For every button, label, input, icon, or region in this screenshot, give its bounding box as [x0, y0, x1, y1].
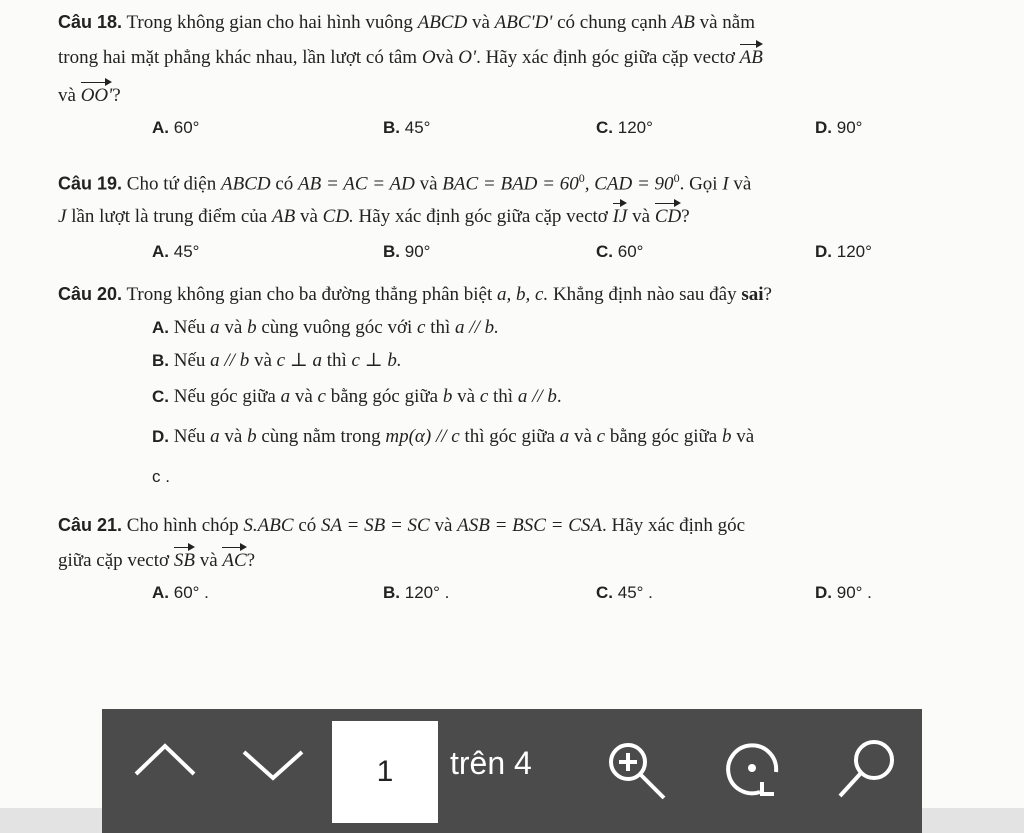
math: O'	[458, 47, 477, 68]
math: ASB = BSC = CSA	[457, 515, 603, 536]
vector-ij: IJ	[612, 206, 628, 227]
q19-option-d	[815, 240, 872, 264]
zoom-in-button[interactable]	[600, 734, 672, 806]
text: Hãy xác định góc giữa cặp vectơ	[353, 206, 613, 227]
q19-line-2	[58, 205, 690, 229]
q19-label: Câu 19.	[58, 173, 123, 194]
option-label: D.	[815, 118, 832, 137]
math: c	[317, 386, 326, 407]
math: b	[721, 426, 732, 447]
option-label: A.	[152, 583, 169, 602]
option-label: D.	[815, 583, 832, 602]
text: và	[414, 173, 443, 195]
text: bằng góc giữa	[325, 386, 443, 407]
math: J	[58, 206, 67, 227]
q18-line-3	[58, 84, 121, 108]
text: . Gọi	[679, 173, 723, 195]
math: b	[442, 386, 453, 407]
q20-option-d-cont	[152, 465, 170, 489]
text: và	[627, 206, 655, 227]
math: I	[722, 173, 729, 195]
option-value: 90°	[404, 242, 431, 261]
vector-cd: CD	[654, 206, 682, 227]
text: và	[290, 386, 318, 407]
q18-option-b	[383, 116, 430, 140]
text: ?	[681, 206, 690, 227]
emphasis: sai	[741, 284, 764, 305]
page-number: 1	[376, 755, 394, 788]
text: và	[295, 206, 323, 227]
page-count: trên 4	[450, 745, 532, 781]
math: c ⊥ b.	[351, 350, 402, 371]
math: b	[247, 426, 257, 447]
text: Trong không gian cho ba đường thẳng phân biệt	[122, 284, 498, 305]
vector-oo: OO'	[80, 85, 113, 106]
math: c	[479, 386, 489, 407]
q21-line-2	[58, 549, 255, 573]
math: ABC'D'	[494, 12, 553, 33]
text: Nếu	[169, 350, 211, 371]
option-label: C.	[596, 242, 613, 261]
option-label: B.	[383, 242, 400, 261]
text: lần lượt là trung điểm của	[66, 206, 272, 227]
q21-line-1	[58, 513, 745, 538]
math: CD.	[322, 206, 354, 227]
math: , CAD = 90	[584, 173, 674, 195]
math: AB	[271, 206, 296, 227]
option-label: B.	[383, 118, 400, 137]
q20-option-a	[152, 316, 499, 340]
text: Khẳng định nào sau đây	[548, 284, 742, 305]
text: và	[435, 47, 459, 68]
option-value: 120°	[836, 242, 872, 261]
option-value: 45°	[404, 118, 431, 137]
text: và	[569, 426, 597, 447]
option-label: C.	[596, 118, 613, 137]
text: trong hai mặt phẳng khác nhau, lần lượt có tâm	[58, 47, 422, 68]
text: cùng vuông góc với	[256, 317, 418, 338]
text: . Hãy xác định góc	[602, 515, 746, 536]
text: và	[429, 515, 458, 536]
math: a // b	[210, 350, 250, 371]
math: a, b, c.	[497, 284, 549, 305]
text: và	[467, 12, 495, 33]
next-page-button[interactable]	[240, 728, 306, 788]
text: bằng góc giữa	[605, 426, 722, 447]
search-button[interactable]	[832, 732, 904, 804]
q18-line-1	[58, 10, 755, 35]
chevron-up-icon	[132, 728, 198, 788]
q18-label: Câu 18.	[58, 12, 123, 32]
math: c .	[152, 467, 170, 486]
math: a	[210, 317, 220, 338]
option-value: 45° .	[617, 583, 653, 602]
math: mp(α) // c	[385, 426, 460, 447]
option-label: A.	[152, 242, 169, 261]
vector-sb: SB	[173, 550, 195, 571]
option-value: 60° .	[173, 583, 209, 602]
q20-option-c	[152, 385, 562, 409]
math: O	[421, 47, 436, 68]
text: .	[556, 386, 562, 407]
q19-line-1	[58, 166, 751, 196]
text: và	[452, 386, 480, 407]
superscript: 0	[673, 171, 680, 185]
option-label: C.	[152, 387, 169, 406]
option-value: 120° .	[404, 583, 450, 602]
text: ?	[763, 284, 772, 305]
text: giữa cặp vectơ	[58, 550, 174, 571]
option-value: 120°	[617, 118, 653, 137]
q21-option-c	[596, 581, 653, 605]
option-label: D.	[152, 427, 169, 446]
math: AB	[671, 12, 695, 33]
previous-page-button[interactable]	[132, 728, 198, 788]
math: ABCD	[221, 173, 271, 195]
q18-option-c	[596, 116, 653, 140]
text: có	[293, 515, 321, 536]
math: a	[210, 426, 220, 447]
math: S.ABC	[243, 515, 294, 536]
q19-option-b	[383, 240, 430, 264]
option-label: A.	[152, 118, 169, 137]
text: Cho hình chóp	[122, 515, 244, 536]
option-value: 60°	[173, 118, 200, 137]
search-icon	[832, 732, 904, 804]
text: và nằm	[694, 12, 755, 33]
page-number-input[interactable]	[332, 721, 438, 823]
option-value: 90°	[836, 118, 863, 137]
q21-option-a	[152, 581, 209, 605]
text: thì	[488, 386, 518, 407]
vector-ac: AC	[222, 550, 247, 571]
math: c	[417, 317, 426, 338]
math: c	[596, 426, 606, 447]
text: và	[728, 173, 752, 195]
option-value: 45°	[173, 242, 200, 261]
text: thì	[321, 350, 352, 371]
math: c ⊥ a	[276, 350, 322, 371]
option-label: D.	[815, 242, 832, 261]
q20-line-1	[58, 282, 772, 307]
text: và	[219, 317, 248, 338]
rotate-icon	[718, 734, 790, 806]
q19-option-c	[596, 240, 643, 264]
option-label: B.	[152, 351, 169, 370]
q18-option-d	[815, 116, 862, 140]
text: . Hãy xác định góc giữa cặp vectơ	[476, 47, 740, 68]
text: và	[58, 85, 81, 106]
math: ABCD	[417, 12, 468, 33]
text: Trong không gian cho hai hình vuông	[122, 12, 418, 33]
math: BAC = BAD = 60	[442, 173, 579, 195]
math: a	[559, 426, 570, 447]
text: Nếu	[169, 426, 211, 447]
text: ?	[112, 85, 121, 106]
option-label: A.	[152, 318, 169, 337]
q20-option-d	[152, 425, 754, 449]
text: cùng nằm trong	[256, 426, 386, 447]
zoom-in-icon	[600, 734, 672, 806]
chevron-down-icon	[240, 728, 306, 788]
text: ?	[246, 550, 256, 571]
math: a	[280, 386, 291, 407]
text: có chung cạnh	[552, 12, 672, 33]
text: Nếu góc giữa	[169, 386, 281, 407]
q18-line-2	[58, 46, 763, 70]
math: SA = SB = SC	[321, 515, 430, 536]
vector-ab: AB	[739, 47, 763, 68]
text: và	[194, 550, 223, 571]
q21-label: Câu 21.	[58, 515, 123, 535]
text: Cho tứ diện	[122, 173, 221, 195]
q18-option-a	[152, 116, 199, 140]
q20-option-b	[152, 349, 402, 373]
option-value: 90° .	[836, 583, 872, 602]
text: và	[249, 350, 277, 371]
q21-option-d	[815, 581, 872, 605]
q21-option-b	[383, 581, 449, 605]
q19-option-a	[152, 240, 199, 264]
text: thì góc giữa	[459, 426, 560, 447]
text: có	[270, 173, 299, 195]
q20-label: Câu 20.	[58, 284, 123, 304]
superscript: 0	[578, 171, 585, 185]
option-value: 60°	[617, 242, 644, 261]
text: và	[219, 426, 248, 447]
math: AB = AC = AD	[298, 173, 415, 195]
math: a // b.	[455, 317, 499, 338]
option-label: C.	[596, 583, 613, 602]
text: thì	[425, 317, 456, 338]
text: Nếu	[169, 317, 211, 338]
text: và	[731, 426, 755, 447]
math: b	[247, 317, 257, 338]
math: a // b	[517, 386, 557, 407]
rotate-button[interactable]	[718, 734, 790, 806]
option-label: B.	[383, 583, 400, 602]
